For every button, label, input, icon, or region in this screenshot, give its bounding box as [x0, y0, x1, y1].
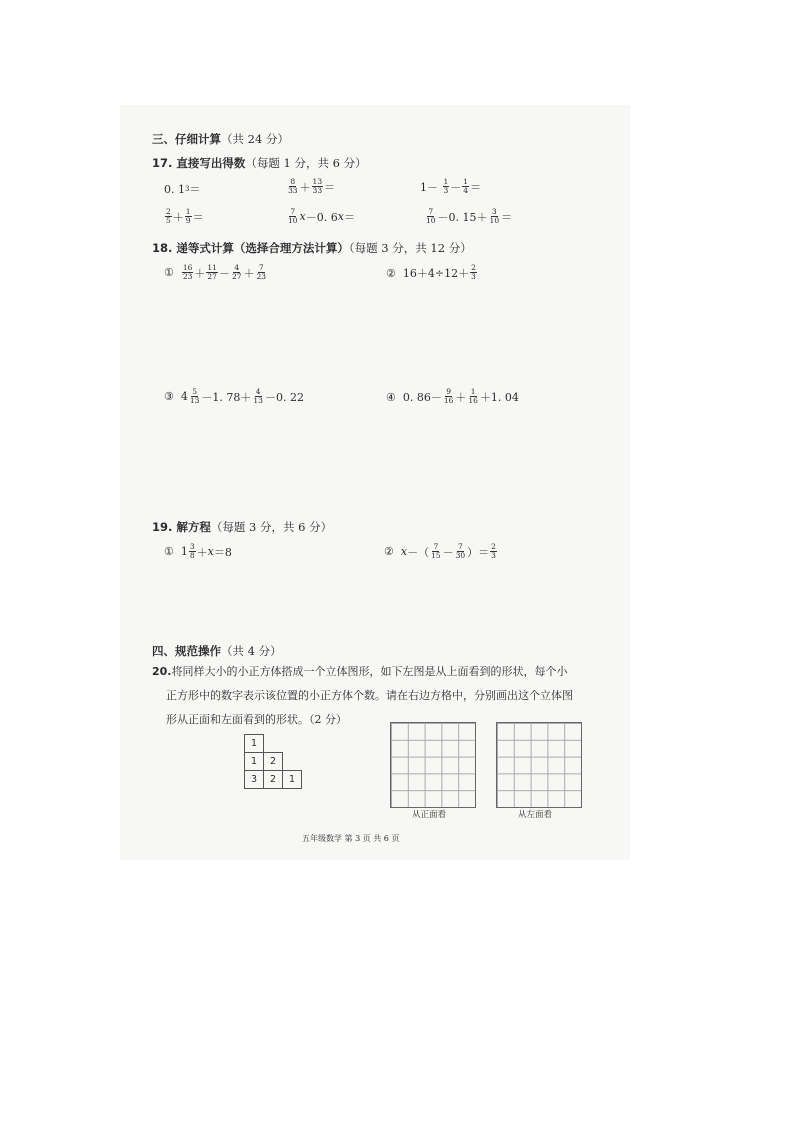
- question-title: 19. 解方程: [152, 520, 211, 534]
- section-title-text: 三、仔细计算: [152, 132, 221, 146]
- section-title: [152, 643, 282, 659]
- top-view-cell: 1: [283, 771, 302, 789]
- question-points: （每题 1 分，共 6 分）: [245, 156, 367, 170]
- question-line: 正方形中的数字表示该位置的小正方体个数。请在右边方格中，分别画出这个立体图: [166, 689, 573, 702]
- question-line: 形从正面和左面看到的形状。（2 分）: [166, 713, 347, 726]
- section-title: [152, 131, 289, 147]
- page-footer: 五年级数学 第 3 页 共 6 页: [302, 834, 400, 843]
- section-points: （共 24 分）: [221, 132, 289, 146]
- question-line: 将同样大小的小正方体搭成一个立体图形，如下左图是从上面看到的形状，每个小: [171, 665, 568, 678]
- exercise-item: 0. 1 3 ＝: [164, 182, 201, 196]
- question-title: 18. 递等式计算（选择合理方法计算）: [152, 241, 349, 255]
- exercise-item: ② x －（ $\frac{7}{15}$ － $\frac{7}{30}$ ）＝ $\frac{2}{3}$: [384, 542, 496, 560]
- top-view-cell: 2: [264, 753, 283, 771]
- grid-caption: 从左面看: [518, 810, 553, 820]
- exercise-item: ④ 0. 86－ $\frac{9}{16}$ ＋ $\frac{1}{16}$ ＋1. 04: [386, 387, 519, 405]
- exercise-item: 1－ $\frac{1}{3}$ － $\frac{1}{4}$ ＝: [420, 177, 482, 195]
- top-view-cell: 2: [264, 771, 283, 789]
- exercise-item: ③ 4 $\frac{5}{13}$ －1. 78＋ $\frac{4}{13}$ －0. 22: [164, 387, 304, 405]
- exercise-item: ① 1 $\frac{3}{8}$ ＋ x ＝8: [164, 542, 232, 560]
- top-view-figure: [244, 734, 302, 789]
- grid-caption: 从正面看: [412, 810, 447, 820]
- question-heading: [152, 519, 332, 535]
- exercise-item: ② 16＋4÷12＋ $\frac{2}{3}$: [386, 263, 476, 281]
- question-heading: [152, 240, 472, 256]
- exercise-item: $\frac{7}{10}$ －0. 15＋ $\frac{3}{10}$ ＝: [426, 207, 513, 225]
- section-points: （共 4 分）: [221, 644, 282, 658]
- question-points: （每题 3 分，共 6 分）: [210, 520, 333, 534]
- exercise-item: $\frac{2}{5}$ ＋ $\frac{1}{9}$ ＝: [166, 207, 204, 225]
- exercise-item: ① $\frac{16}{23}$ ＋ $\frac{11}{27}$ － $\frac{4}{27}$ ＋ $\frac{7}{23}$: [164, 263, 267, 281]
- top-view-cell: 1: [245, 735, 264, 753]
- front-view-grid[interactable]: [390, 722, 476, 808]
- exercise-item: $\frac{7}{10}$ x －0. 6 x ＝: [288, 207, 355, 225]
- question-title: 17. 直接写出得数: [152, 156, 246, 170]
- left-view-grid[interactable]: [496, 722, 582, 808]
- question-heading: [152, 155, 367, 171]
- exercise-item: $\frac{8}{33}$ ＋ $\frac{13}{33}$ ＝: [288, 177, 336, 195]
- question-number: 20.: [152, 665, 172, 678]
- top-view-cell: 3: [245, 771, 264, 789]
- section-title-text: 四、规范操作: [152, 644, 221, 658]
- question-points: （每题 3 分，共 12 分）: [348, 241, 472, 255]
- top-view-cell: 1: [245, 753, 264, 771]
